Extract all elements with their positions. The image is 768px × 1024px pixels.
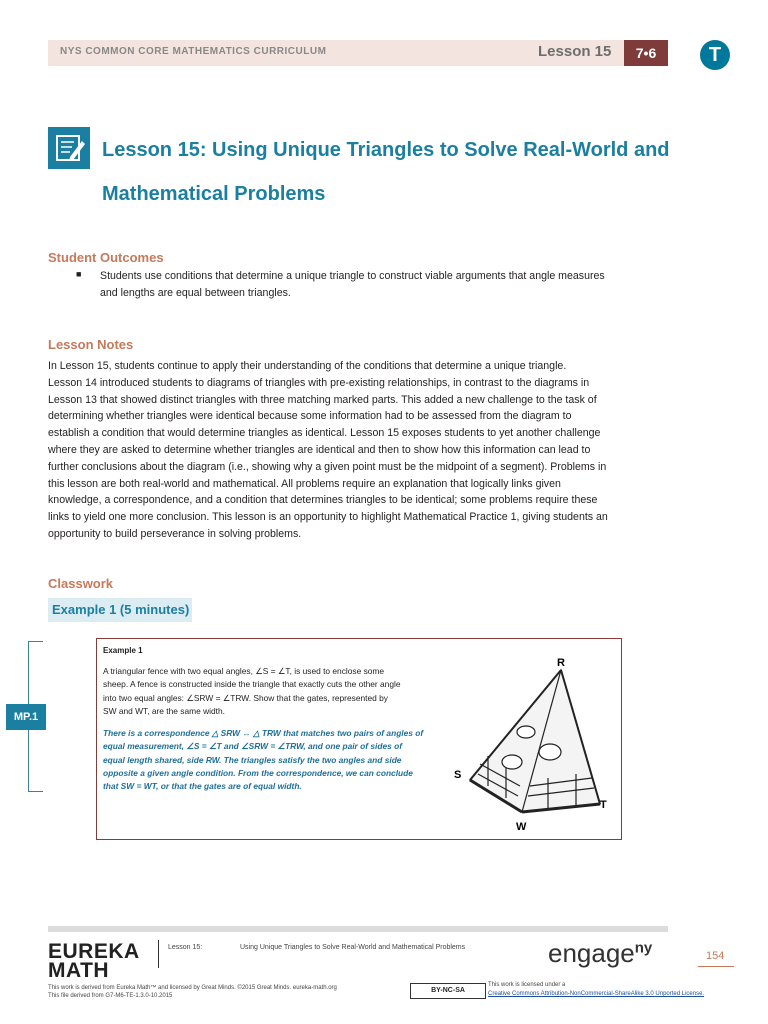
notes-line: knowledge, a correspondence, and a condition that determines triangles to be identical; some problems require these	[48, 494, 598, 507]
notes-line: establish a condition that would determine triangles as identical. Lesson 15 exposes students to yet another challenge	[48, 427, 601, 440]
notes-line: opportunity to build perseverance in solving problems.	[48, 527, 302, 540]
brand-line-2: MATH	[48, 959, 110, 982]
label-w: W	[516, 821, 527, 833]
cc-license-badge: BY-NC-SA	[410, 983, 486, 999]
derived-line-2: This file derived from G7-M6-TE-1.3.0-10.2015	[48, 993, 173, 999]
page-number: 154	[706, 950, 725, 962]
prompt-line: A triangular fence with two equal angles, ∠S = ∠T, is used to enclose some	[103, 666, 385, 676]
student-outcomes-heading: Student Outcomes	[48, 250, 164, 265]
prompt-line: sheep. A fence is constructed inside the triangle that exactly cuts the other angle	[103, 679, 401, 690]
outcome-line-2: and lengths are equal between triangles.	[100, 286, 291, 299]
outcome-line-1: Students use conditions that determine a unique triangle to construct viable arguments that angle measures	[100, 270, 605, 282]
notes-line: Lesson 14 introduced students to diagrams of triangles with pre-existing relationships, in contrast to the diagrams in	[48, 376, 590, 389]
eureka-math-logo	[48, 942, 140, 980]
page-title	[102, 128, 702, 216]
mp-label: MP.1	[6, 704, 46, 730]
answer-line: equal length shared, side RW. The triangles satisfy the two angles and side	[103, 754, 402, 765]
bullet-icon: ■	[76, 269, 82, 279]
brand-line-1: EUREKA	[48, 940, 140, 963]
prompt-line: SW and WT, are the same width.	[103, 705, 225, 716]
module-tag: 7•6	[624, 40, 668, 66]
header-lesson: Lesson 15	[538, 43, 612, 60]
example-heading: Example 1 (5 minutes)	[48, 598, 192, 622]
engage-word: engage	[548, 938, 635, 968]
notes-line: Lesson 13 that showed distinct triangles with three matching marked parts. This added a new challenge to the task of	[48, 393, 597, 406]
curriculum-label: NYS COMMON CORE MATHEMATICS CURRICULUM	[60, 46, 327, 57]
answer-line: equal measurement, ∠S = ∠T and ∠SRW = ∠TRW, and one pair of sides of	[103, 741, 403, 752]
example-prompt	[103, 665, 443, 718]
license-line-1: This work is licensed under a	[488, 982, 566, 988]
example-box-title: Example 1	[103, 646, 143, 655]
footer-divider	[158, 940, 159, 968]
example-answer	[103, 727, 443, 793]
teacher-badge: T	[700, 40, 730, 70]
answer-line: that SW = WT, or that the gates are of equal width.	[103, 781, 302, 792]
sheep-fence-figure	[448, 656, 618, 836]
footer-lesson-title: Using Unique Triangles to Solve Real-World and Mathematical Problems	[240, 944, 466, 951]
page-number-rule	[698, 966, 734, 967]
ny-word: ny	[634, 939, 653, 957]
lesson-icon	[48, 127, 90, 169]
footer-rule	[48, 926, 668, 932]
notes-line: links to yield one more conclusion. This lesson is an opportunity to highlight Mathematical Practice 1, giving students an	[48, 511, 608, 524]
answer-line: opposite a given angle condition. From the correspondence, we can conclude	[103, 767, 413, 778]
label-t: T	[600, 799, 607, 811]
derived-line-1: This work is derived from Eureka Math™ and licensed by Great Minds. ©2015 Great Minds. eureka-math.org	[48, 985, 337, 991]
label-r: R	[557, 657, 565, 669]
answer-line: There is a correspondence △ SRW ↔ △ TRW that matches two pairs of angles of	[103, 728, 424, 738]
engageny-logo	[548, 938, 652, 969]
notes-line: this lesson are both real-world and mathematical. All problems require an explanation that logically links given	[48, 477, 561, 490]
classwork-heading: Classwork	[48, 576, 114, 591]
notes-line: In Lesson 15, students continue to apply their understanding of the conditions that determine a unique triangle.	[48, 360, 567, 372]
title-line-2: Mathematical Problems	[102, 183, 326, 205]
notes-line: determining whether triangles were identical because some information had to be assessed from the diagram to	[48, 410, 572, 423]
footer-lesson-label: Lesson 15:	[168, 944, 203, 951]
outcome-text	[100, 268, 700, 302]
prompt-line: into two equal angles: ∠SRW = ∠TRW. Show that the gates, represented by	[103, 692, 388, 703]
label-s: S	[454, 769, 462, 781]
title-line-1: Lesson 15: Using Unique Triangles to Solve Real-World and	[102, 139, 670, 161]
lesson-notes-heading: Lesson Notes	[48, 337, 134, 352]
notes-line: further conclusions about the diagram (i.e., showing why a given point must be the midpoint of a segment). Problems in	[48, 460, 607, 473]
notes-line: where they are asked to determine whether triangles are identical and then to show how this information can lead to	[48, 443, 591, 456]
license-link[interactable]: Creative Commons Attribution-NonCommercial-ShareAlike 3.0 Unported License.	[488, 991, 705, 997]
lesson-notes-body	[48, 358, 688, 543]
